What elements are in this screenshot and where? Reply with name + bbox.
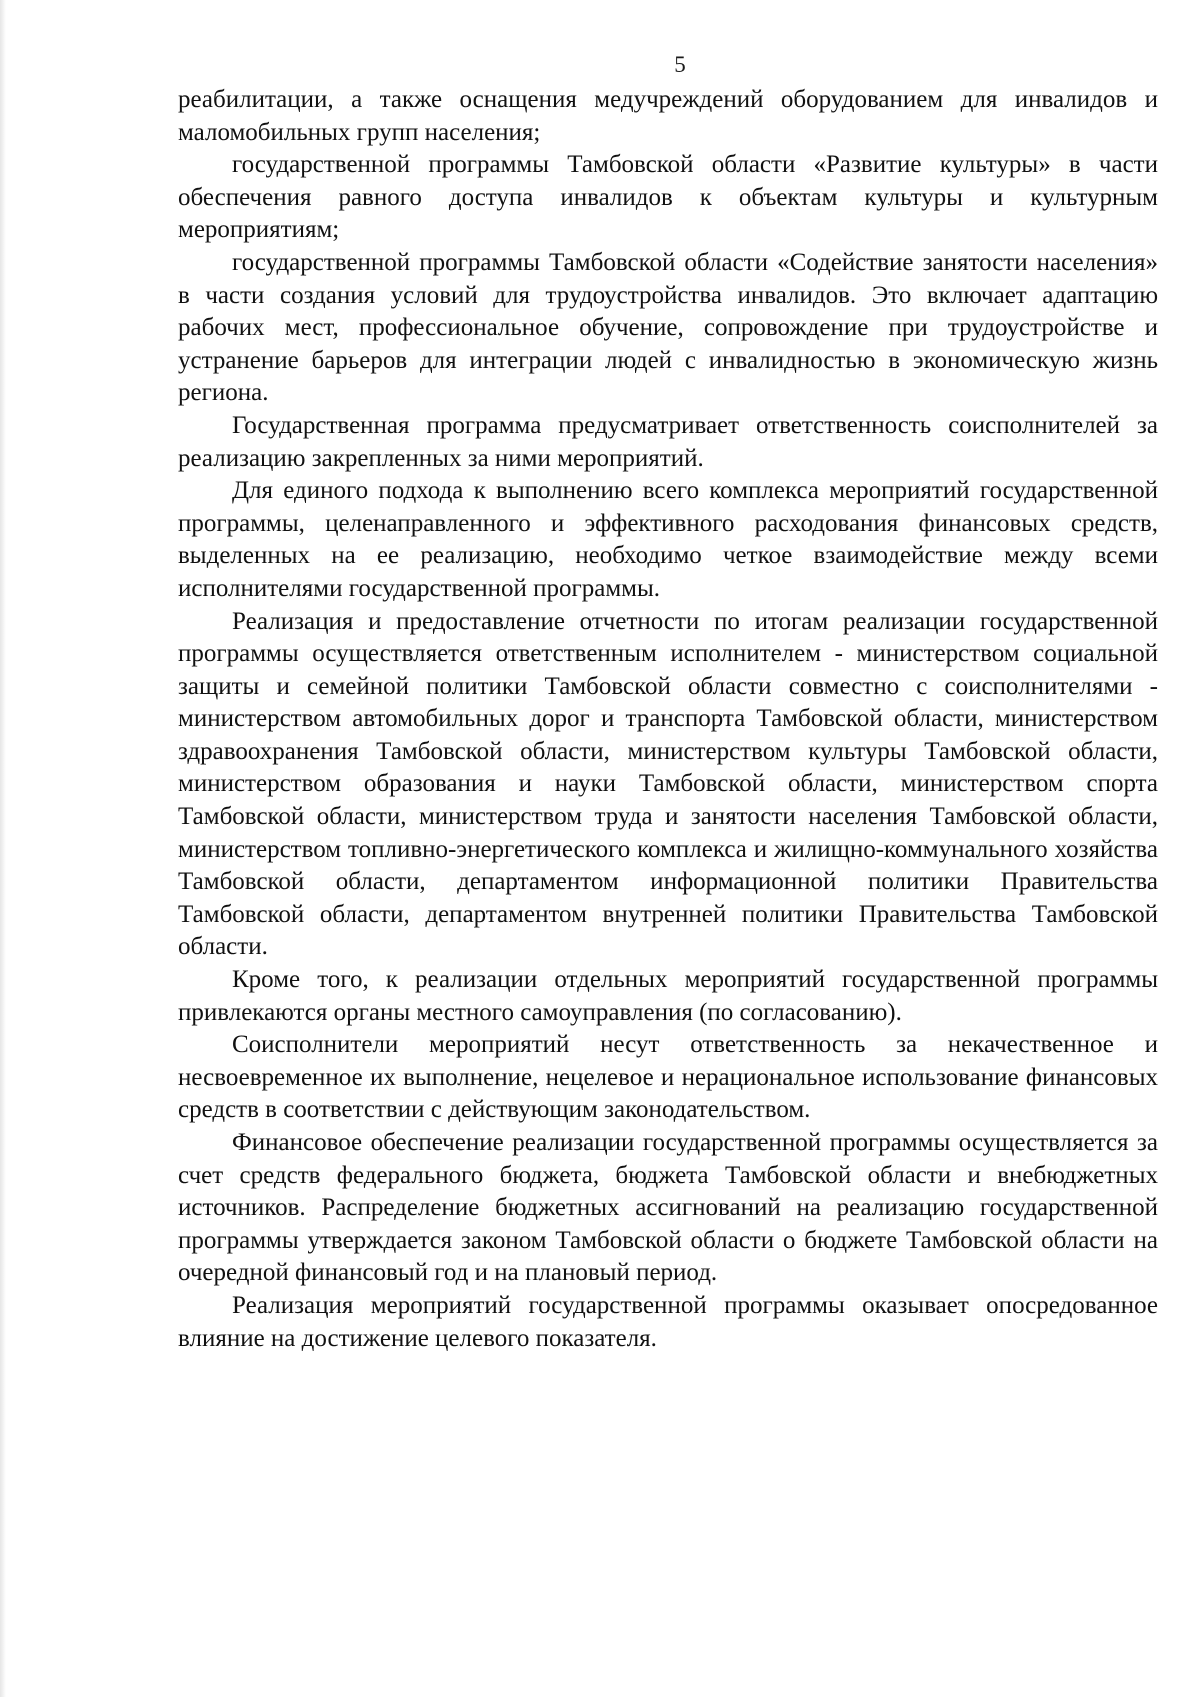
scan-edge (0, 0, 6, 1697)
paragraph: государственной программы Тамбовской области «Развитие культуры» в части обеспечения равного доступа инвалидов к объектам культуры и культурным мероприятиям; (178, 151, 1158, 244)
paragraph: реабилитации, а также оснащения медучреждений оборудованием для инвалидов и маломобильных групп населения; (178, 86, 1158, 146)
paragraph: Реализация и предоставление отчетности по итогам реализации государственной программы осуществляется ответственным исполнителем - министерством социальной защиты и семейной политики Тамбовской области совместно с соисполнителями - министерством автомобильных дорог и транспорта Тамбовской области, министерством здравоохранения Тамбовской области, министерством культуры Тамбовской области, министерством образования и науки Тамбовской области, министерством спорта Тамбовской области, министерством труда и занятости населения Тамбовской области, министерством топливно-энергетического комплекса и жилищно-коммунального хозяйства Тамбовской области, департаментом информационной политики Правительства Тамбовской области, департаментом внутренней политики Правительства Тамбовской области. (178, 607, 1158, 961)
paragraph: Кроме того, к реализации отдельных мероприятий государственной программы привлекаются органы местного самоуправления (по согласованию). (178, 966, 1158, 1026)
paragraph: Реализация мероприятий государственной программы оказывает опосредованное влияние на достижение целевого показателя. (178, 1291, 1158, 1352)
paragraph: Государственная программа предусматривает ответственность соисполнителей за реализацию закрепленных за ними мероприятий. (178, 411, 1158, 472)
paragraph: Финансовое обеспечение реализации государственной программы осуществляется за счет средств федерального бюджета, бюджета Тамбовской области и внебюджетных источников. Распределение бюджетных ассигнований на реализацию государственной программы утверждается законом Тамбовской области о бюджете Тамбовской области на очередной финансовый год и на плановый период. (178, 1129, 1158, 1287)
document-body (178, 84, 1158, 1355)
paragraph: Для единого подхода к выполнению всего комплекса мероприятий государственной программы, целенаправленного и эффективного расходования финансовых средств, выделенных на ее реализацию, необходимо четкое взаимодействие между всеми исполнителями государственной программы. (178, 477, 1158, 602)
paragraph: Соисполнители мероприятий несут ответственность за некачественное и несвоевременное их выполнение, нецелевое и нерациональное использование финансовых средств в соответствии с действующим законодательством. (178, 1031, 1158, 1124)
page-number: 5 (674, 52, 686, 77)
paragraph: государственной программы Тамбовской области «Содействие занятости населения» в части создания условий для трудоустройства инвалидов. Это включает адаптацию рабочих мест, профессиональное обучение, сопровождение при трудоустройстве и устранение барьеров для интеграции людей с инвалидностью в экономическую жизнь региона. (178, 248, 1158, 407)
